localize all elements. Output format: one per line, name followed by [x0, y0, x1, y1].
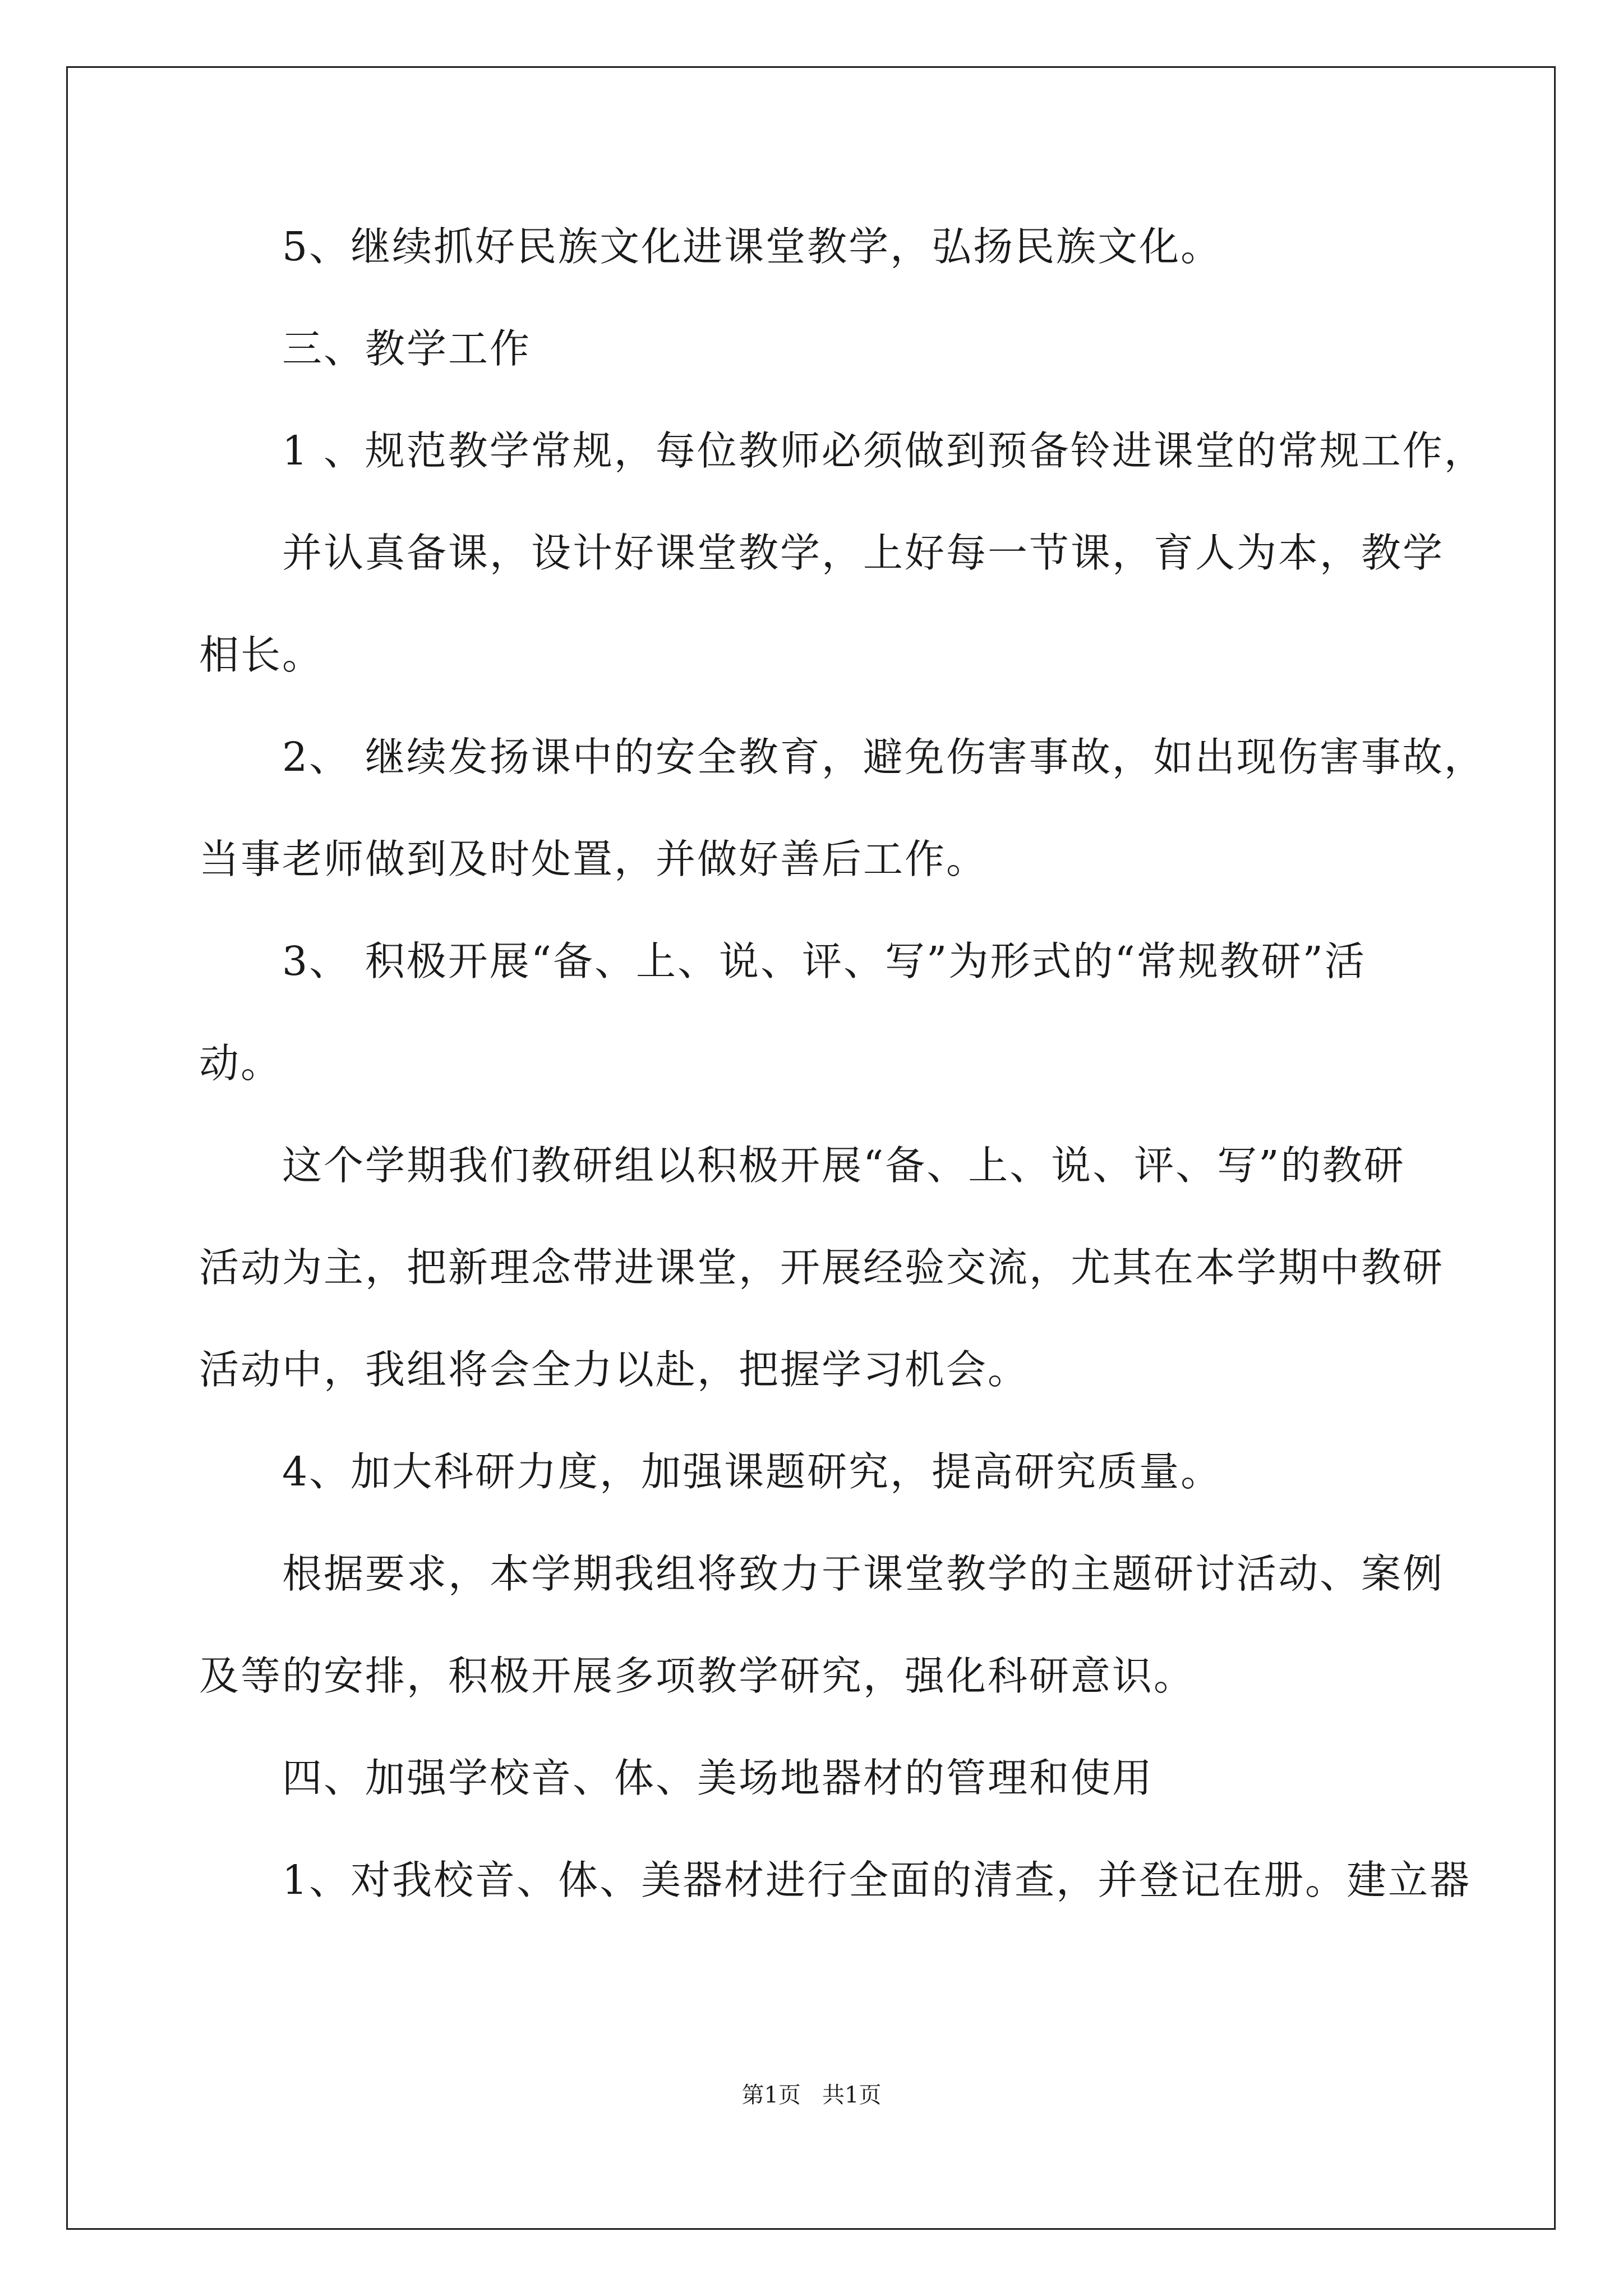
text-line: 这个学期我们教研组以积极开展“备、上、说、评、写”的教研: [282, 1142, 1405, 1189]
text-line: 及等的安排，积极开展多项教学研究，强化科研意识。: [199, 1653, 1196, 1699]
text-line: 5、继续抓好民族文化进课堂教学，弘扬民族文化。: [282, 223, 1223, 270]
text-line: 1 、规范教学常规，每位教师必须做到预备铃进课堂的常规工作，: [282, 427, 1486, 474]
text-line: 相长。: [199, 632, 324, 678]
text-line: 活动为主，把新理念带进课堂，开展经验交流，尤其在本学期中教研: [199, 1244, 1445, 1291]
text-line: 当事老师做到及时处置，并做好善后工作。: [199, 836, 988, 882]
page-number: 第1页 共1页: [741, 2082, 882, 2108]
text-line: 2、 继续发扬课中的安全教育，避免伤害事故，如出现伤害事故，: [282, 734, 1486, 780]
text-line: 1、对我校音、体、美器材进行全面的清查，并登记在册。建立器: [282, 1857, 1472, 1903]
section-heading: 四、加强学校音、体、美场地器材的管理和使用: [282, 1755, 1154, 1801]
text-line: 3、 积极开展“备、上、说、评、写”为形式的“常规教研”活: [282, 938, 1366, 984]
section-heading: 三、教学工作: [282, 325, 532, 372]
text-line: 动。: [199, 1040, 283, 1087]
text-line: 活动中，我组将会全力以赴，把握学习机会。: [199, 1346, 1030, 1393]
text-line: 根据要求，本学期我组将致力于课堂教学的主题研讨活动、案例: [282, 1550, 1445, 1597]
text-line: 并认真备课，设计好课堂教学，上好每一节课，育人为本，教学: [282, 530, 1445, 576]
text-line: 4、加大科研力度，加强课题研究，提高研究质量。: [282, 1448, 1223, 1495]
